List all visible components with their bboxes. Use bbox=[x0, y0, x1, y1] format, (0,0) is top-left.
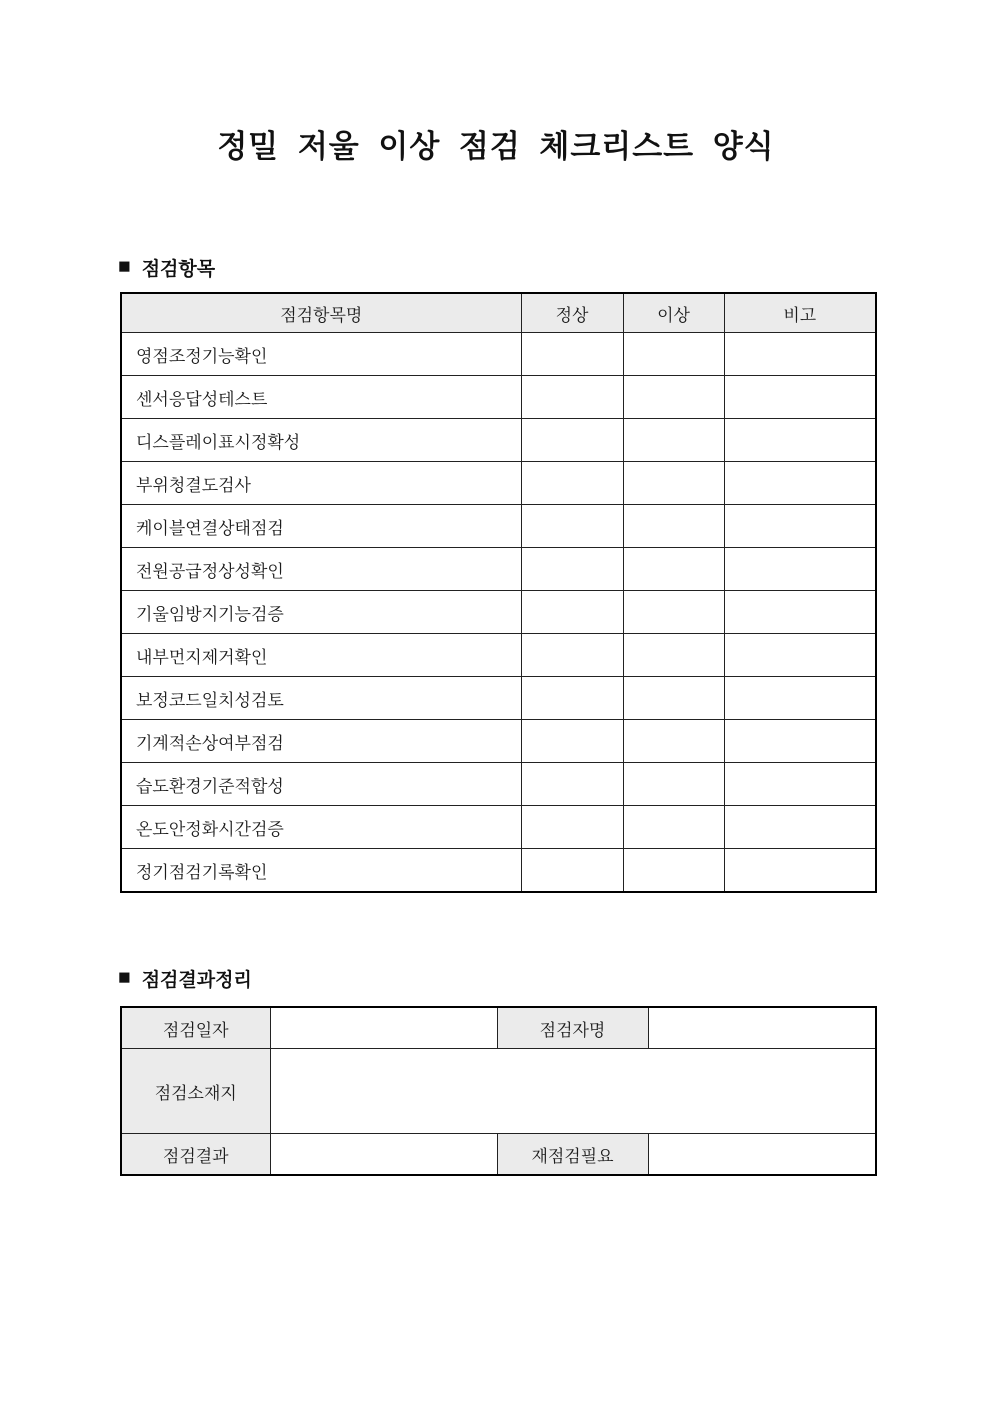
remarks-cell bbox=[724, 376, 876, 419]
remarks-cell bbox=[724, 763, 876, 806]
inspection-date-value-cell bbox=[270, 1007, 497, 1049]
section-heading-checklist-label: 점검항목 bbox=[141, 259, 216, 280]
document-title: 정밀 저울 이상 점검 체크리스트 양식 bbox=[217, 129, 775, 164]
abnormal-check-cell bbox=[623, 376, 724, 419]
recheck-required-label-cell: 재점검필요 bbox=[497, 1134, 648, 1176]
item-name-cell: 정기점검기록확인 bbox=[121, 849, 521, 893]
column-header-item-name: 점검항목명 bbox=[121, 293, 521, 333]
abnormal-check-cell bbox=[623, 677, 724, 720]
column-header-abnormal: 이상 bbox=[623, 293, 724, 333]
section-heading-summary-label: 점검결과정리 bbox=[141, 970, 252, 991]
inspection-date-label-cell: 점검일자 bbox=[121, 1007, 270, 1049]
normal-check-cell bbox=[521, 677, 623, 720]
remarks-cell bbox=[724, 806, 876, 849]
checklist-table-row bbox=[121, 849, 876, 893]
checklist-table-row bbox=[121, 677, 876, 720]
checklist-table-row bbox=[121, 333, 876, 376]
item-name-cell: 케이블연결상태점검 bbox=[121, 505, 521, 548]
item-name-cell: 습도환경기준적합성 bbox=[121, 763, 521, 806]
item-name-cell: 전원공급정상성확인 bbox=[121, 548, 521, 591]
summary-row-date-inspector bbox=[121, 1007, 876, 1049]
checklist-table-row bbox=[121, 462, 876, 505]
normal-check-cell bbox=[521, 806, 623, 849]
remarks-cell bbox=[724, 548, 876, 591]
remarks-cell bbox=[724, 591, 876, 634]
abnormal-check-cell bbox=[623, 419, 724, 462]
abnormal-check-cell bbox=[623, 806, 724, 849]
remarks-cell bbox=[724, 333, 876, 376]
summary-row-result-recheck bbox=[121, 1134, 876, 1176]
summary-row-location bbox=[121, 1049, 876, 1134]
checklist-table-row bbox=[121, 806, 876, 849]
abnormal-check-cell bbox=[623, 763, 724, 806]
abnormal-check-cell bbox=[623, 634, 724, 677]
normal-check-cell bbox=[521, 634, 623, 677]
inspection-location-value-cell bbox=[270, 1049, 876, 1134]
inspector-name-value-cell bbox=[648, 1007, 876, 1049]
abnormal-check-cell bbox=[623, 591, 724, 634]
normal-check-cell bbox=[521, 505, 623, 548]
inspector-name-label-cell: 점검자명 bbox=[497, 1007, 648, 1049]
inspection-result-value-cell bbox=[270, 1134, 497, 1176]
column-header-remarks: 비고 bbox=[724, 293, 876, 333]
normal-check-cell bbox=[521, 720, 623, 763]
checklist-table-row bbox=[121, 591, 876, 634]
checklist-table-row bbox=[121, 763, 876, 806]
square-bullet-icon: ■ bbox=[118, 966, 131, 989]
checklist-table-row bbox=[121, 505, 876, 548]
item-name-cell: 기울임방지기능검증 bbox=[121, 591, 521, 634]
abnormal-check-cell bbox=[623, 333, 724, 376]
abnormal-check-cell bbox=[623, 849, 724, 893]
item-name-cell: 기계적손상여부점검 bbox=[121, 720, 521, 763]
item-name-cell: 영점조정기능확인 bbox=[121, 333, 521, 376]
normal-check-cell bbox=[521, 419, 623, 462]
remarks-cell bbox=[724, 849, 876, 893]
remarks-cell bbox=[724, 505, 876, 548]
recheck-required-value-cell bbox=[648, 1134, 876, 1176]
normal-check-cell bbox=[521, 591, 623, 634]
checklist-table-row bbox=[121, 548, 876, 591]
normal-check-cell bbox=[521, 333, 623, 376]
column-header-normal: 정상 bbox=[521, 293, 623, 333]
summary-table bbox=[120, 1006, 877, 1176]
checklist-table-row bbox=[121, 376, 876, 419]
abnormal-check-cell bbox=[623, 505, 724, 548]
item-name-cell: 내부먼지제거확인 bbox=[121, 634, 521, 677]
normal-check-cell bbox=[521, 548, 623, 591]
section-heading-summary bbox=[118, 965, 992, 992]
item-name-cell: 온도안정화시간검증 bbox=[121, 806, 521, 849]
abnormal-check-cell bbox=[623, 462, 724, 505]
inspection-location-label-cell: 점검소재지 bbox=[121, 1049, 270, 1134]
normal-check-cell bbox=[521, 763, 623, 806]
remarks-cell bbox=[724, 720, 876, 763]
item-name-cell: 센서응답성테스트 bbox=[121, 376, 521, 419]
normal-check-cell bbox=[521, 376, 623, 419]
item-name-cell: 부위청결도검사 bbox=[121, 462, 521, 505]
item-name-cell: 보정코드일치성검토 bbox=[121, 677, 521, 720]
checklist-table-row bbox=[121, 634, 876, 677]
normal-check-cell bbox=[521, 462, 623, 505]
checklist-table-body bbox=[121, 333, 876, 893]
section-heading-checklist bbox=[118, 254, 992, 281]
checklist-table-row bbox=[121, 720, 876, 763]
remarks-cell bbox=[724, 419, 876, 462]
abnormal-check-cell bbox=[623, 548, 724, 591]
remarks-cell bbox=[724, 462, 876, 505]
inspection-result-label-cell: 점검결과 bbox=[121, 1134, 270, 1176]
remarks-cell bbox=[724, 677, 876, 720]
normal-check-cell bbox=[521, 849, 623, 893]
checklist-table bbox=[120, 292, 877, 893]
abnormal-check-cell bbox=[623, 720, 724, 763]
checklist-header-row bbox=[121, 293, 876, 333]
checklist-table-row bbox=[121, 419, 876, 462]
item-name-cell: 디스플레이표시정확성 bbox=[121, 419, 521, 462]
square-bullet-icon: ■ bbox=[118, 255, 131, 278]
remarks-cell bbox=[724, 634, 876, 677]
